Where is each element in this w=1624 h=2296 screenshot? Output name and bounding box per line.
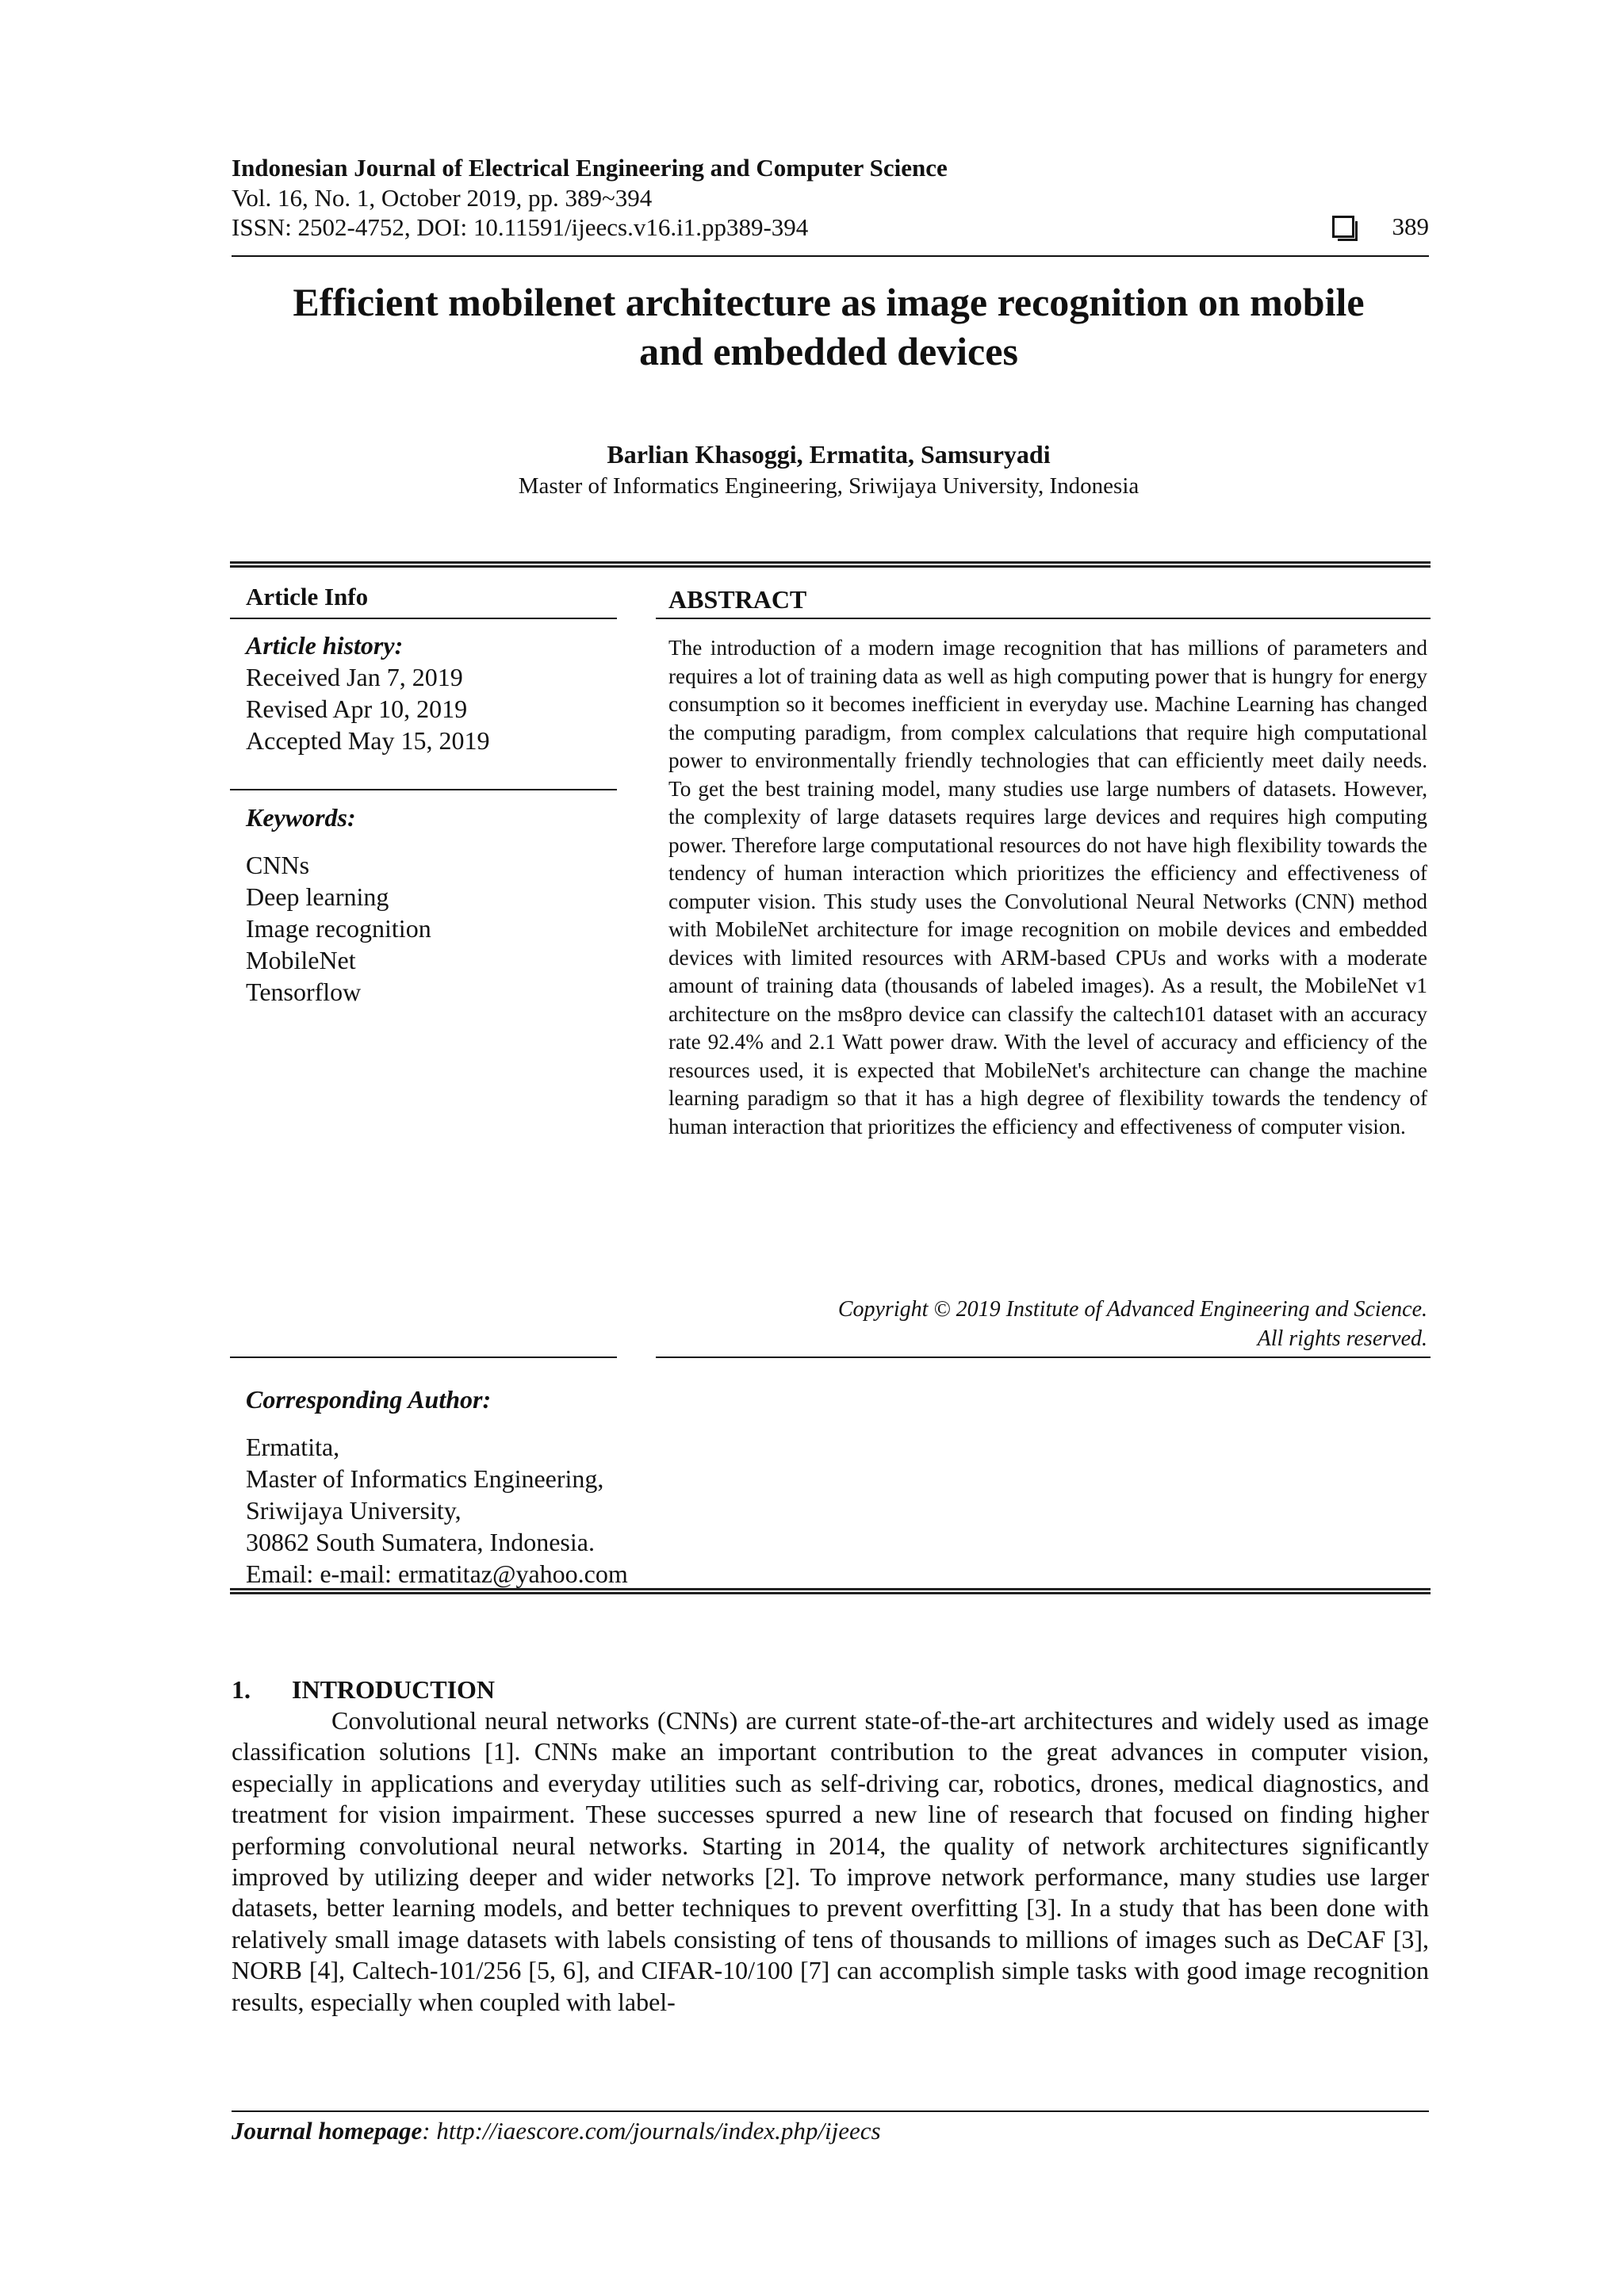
article-history-heading: Article history: xyxy=(246,631,404,660)
journal-volume: Vol. 16, No. 1, October 2019, pp. 389~394 xyxy=(232,184,653,212)
affiliation: Master of Informatics Engineering, Sriwijaya University, Indonesia xyxy=(518,473,1139,499)
history-item: Received Jan 7, 2019 xyxy=(246,663,463,691)
keyword-item: CNNs xyxy=(246,851,310,879)
paper-title xyxy=(159,277,1499,376)
journal-issn-row xyxy=(232,212,1429,243)
footer-rule xyxy=(232,2110,1429,2112)
introduction-heading xyxy=(232,1674,495,1705)
journal-header xyxy=(232,152,1429,243)
journal-name: Indonesian Journal of Electrical Engineering and Computer Science xyxy=(232,154,948,182)
keywords-rule xyxy=(230,789,617,790)
article-history xyxy=(246,629,619,756)
corresponding-line: Sriwijaya University, xyxy=(246,1496,462,1525)
journal-issn: ISSN: 2502-4752, DOI: 10.11591/ijeecs.v16.i1.pp389-394 xyxy=(232,213,809,241)
keywords-heading: Keywords: xyxy=(246,803,356,832)
footer-label: Journal homepage xyxy=(232,2117,423,2145)
section-number: 1. xyxy=(232,1675,251,1704)
corresponding-email: Email: e-mail: ermatitaz@yahoo.com xyxy=(246,1559,628,1588)
corresponding-line: Master of Informatics Engineering, xyxy=(246,1464,604,1493)
keyword-item: MobileNet xyxy=(246,946,356,974)
keyword-item: Image recognition xyxy=(246,914,431,943)
copyright-line-1: Copyright © 2019 Institute of Advanced Engineering and Science. xyxy=(837,1297,1427,1322)
article-box-top-rule xyxy=(230,561,1431,568)
keyword-item: Tensorflow xyxy=(246,978,362,1006)
copyright xyxy=(668,1295,1427,1353)
page-number: 389 xyxy=(1392,212,1429,240)
title-line-2: and embedded devices xyxy=(639,329,1018,373)
keyword-item: Deep learning xyxy=(246,882,389,911)
article-info-rule xyxy=(230,618,617,619)
page-mark xyxy=(1332,212,1430,241)
corresponding-heading: Corresponding Author: xyxy=(246,1385,492,1414)
article-info-heading: Article Info xyxy=(246,583,369,610)
keywords xyxy=(246,802,619,833)
introduction-text: Convolutional neural networks (CNNs) are current state-of-the-art architectures and widely used as image classification solutions [1]. CNNs make an important contribution to the great advances in computer vision, especially in applications and everyday utilities such as self-driving car, robotics, drones, medical diagnostics, and treatment for vision impairment. These successes spurred a new line of research that focused on finding higher performing convolutional neural networks. Starting in 2014, the quality of network architectures significantly improved by utilizing deeper and wider networks [2]. To improve network performance, many studies use larger datasets, better learning models, and better techniques to prevent overfitting [3]. In a study that has been done with relatively small image datasets with labels consisting of tens of thousands to millions of images such as DeCAF [3], NORB [4], Caltech-101/256 [5, 6], and CIFAR-10/100 [7] can accomplish simple tasks with good image recognition results, especially when coupled with label- xyxy=(232,1706,1429,2016)
section-title: INTRODUCTION xyxy=(292,1675,496,1704)
journal-footer xyxy=(232,2115,881,2147)
title-line-1: Efficient mobilenet architecture as image recognition on mobile xyxy=(293,280,1365,324)
history-item: Accepted May 15, 2019 xyxy=(246,726,490,755)
corresponding-rule-right xyxy=(656,1357,1431,1358)
corresponding-author xyxy=(246,1383,801,1590)
header-rule xyxy=(232,255,1429,257)
article-info xyxy=(246,581,619,613)
corresponding-rule-left xyxy=(230,1357,617,1358)
abstract-rule xyxy=(656,618,1431,619)
keywords-list xyxy=(246,849,619,1008)
abstract-heading: ABSTRACT xyxy=(668,585,807,614)
checkbox-square-icon xyxy=(1332,216,1354,238)
corresponding-line: Ermatita, xyxy=(246,1433,340,1461)
history-item: Revised Apr 10, 2019 xyxy=(246,695,468,723)
footer-url: : http://iaescore.com/journals/index.php/ijeecs xyxy=(422,2117,881,2145)
authors: Barlian Khasoggi, Ermatita, Samsuryadi xyxy=(607,440,1051,469)
abstract-text: The introduction of a modern image recognition that has millions of parameters and requires a lot of training data as well as high computing power that is hungry for energy consumption so it becomes inefficient in everyday use. Machine Learning has changed the computing paradigm, from complex calculations that require high computational power to environmentally friendly technologies that can efficiently meet daily needs. To get the best training model, many studies use large numbers of datasets. However, the complexity of large datasets requires large devices and requires high computing power. Therefore large computational resources do not have high flexibility towards the tendency of human interaction which prioritizes the efficiency and effectiveness of computer vision. This study uses the Convolutional Neural Networks (CNN) method with MobileNet architecture for image recognition on mobile devices and embedded devices with limited resources with ARM-based CPUs and works with a moderate amount of training data (thousands of labeled images). As a result, the MobileNet v1 architecture on the ms8pro device can classify the caltech101 dataset with an accuracy rate 92.4% and 2.1 Watt power draw. With the level of accuracy and efficiency of the resources used, it is expected that MobileNet's architecture can change the machine learning paradigm so that it has a high degree of flexibility towards the tendency of human interaction that prioritizes the efficiency and effectiveness of computer vision. xyxy=(668,636,1427,1138)
corresponding-line: 30862 South Sumatera, Indonesia. xyxy=(246,1528,595,1556)
copyright-line-2: All rights reserved. xyxy=(1257,1326,1427,1351)
